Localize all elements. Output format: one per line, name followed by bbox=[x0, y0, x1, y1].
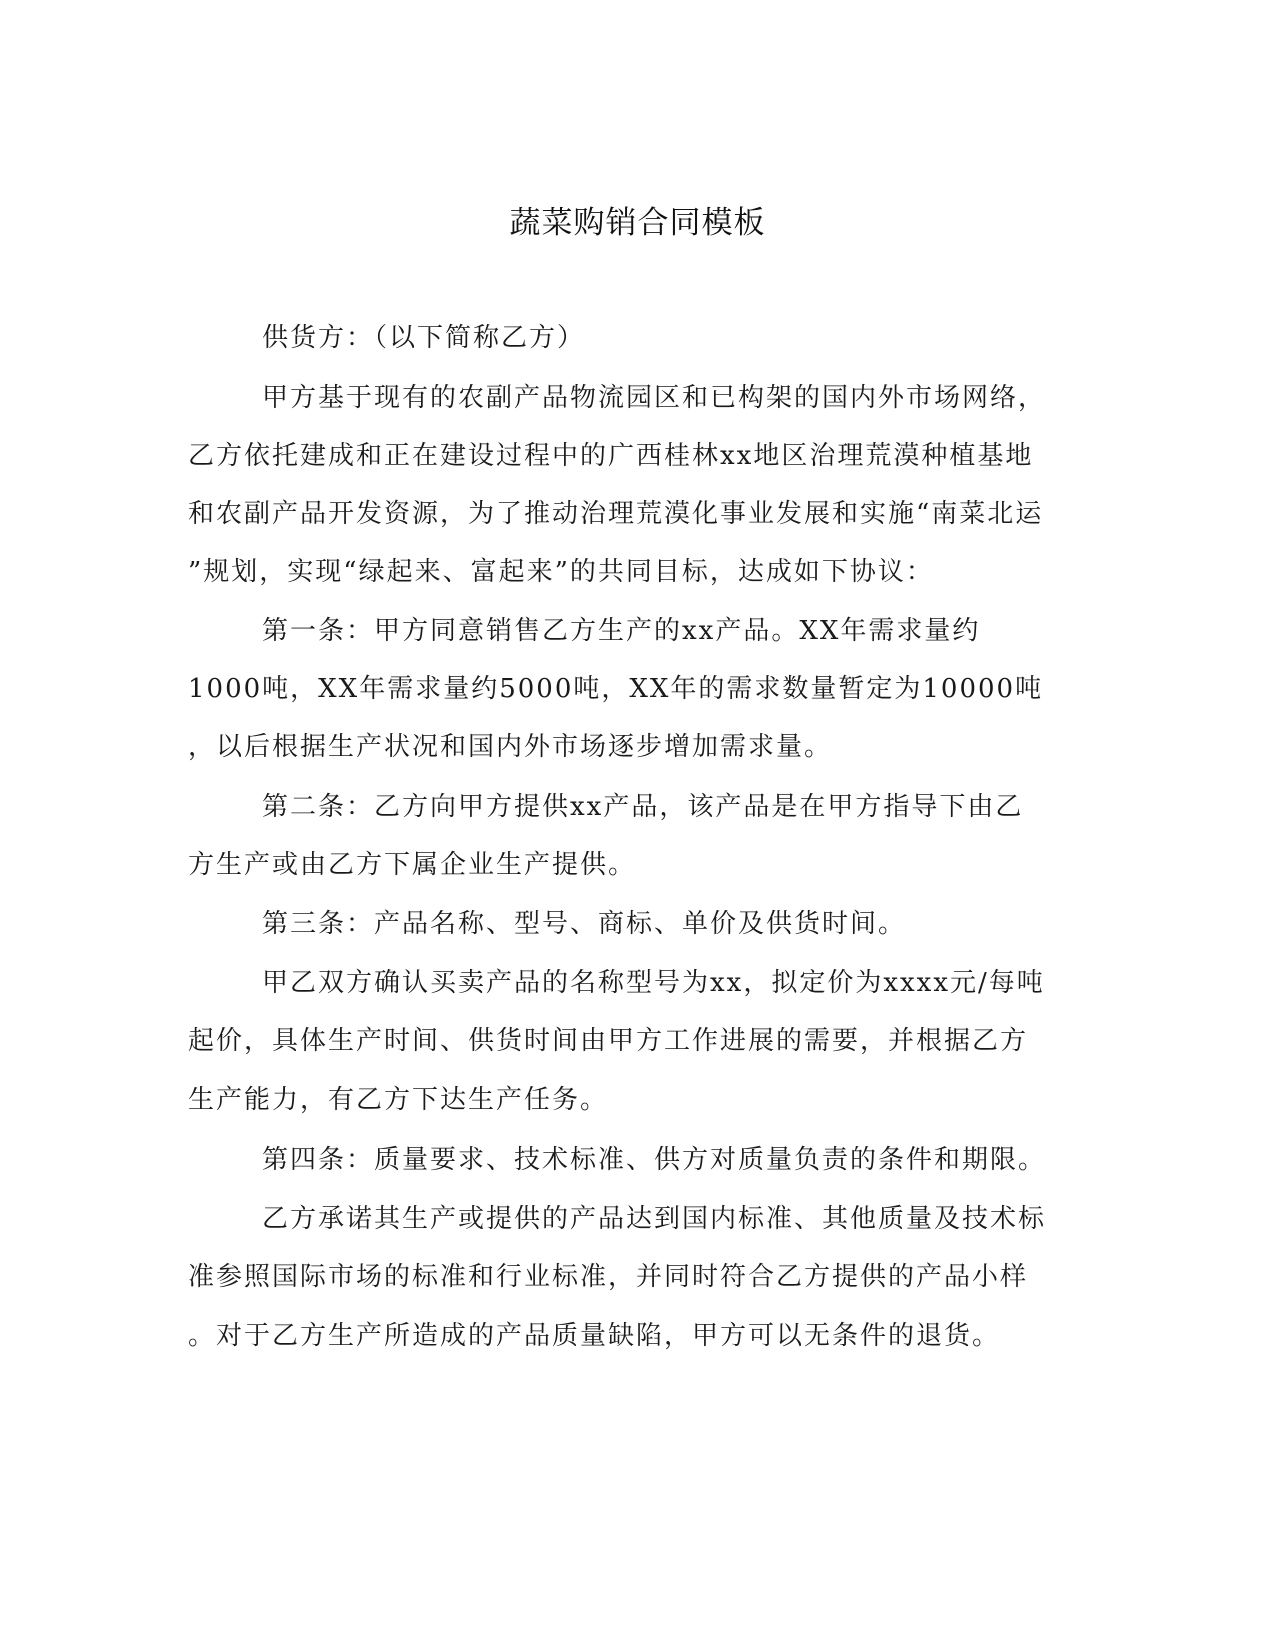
text-line: 和农副产品开发资源，为了推动治理荒漠化事业发展和实施“南菜北运 bbox=[188, 499, 1044, 529]
text-line: 起价，具体生产时间、供货时间由甲方工作进展的需要，并根据乙方 bbox=[188, 1026, 1029, 1056]
text-line: 生产能力，有乙方下达生产任务。 bbox=[188, 1085, 609, 1115]
text-line: 方生产或由乙方下属企业生产提供。 bbox=[188, 850, 637, 880]
text-line-supplier: 供货方：（以下简称乙方） bbox=[262, 323, 586, 353]
article-2-heading: 第二条：乙方向甲方提供xx产品，该产品是在甲方指导下由乙 bbox=[262, 792, 1024, 822]
text-line: 乙方依托建成和正在建设过程中的广西桂林xx地区治理荒漠种植基地 bbox=[188, 441, 1034, 471]
text-line: 准参照国际市场的标准和行业标准，并同时符合乙方提供的产品小样 bbox=[188, 1262, 1029, 1292]
text-line: 甲方基于现有的农副产品物流园区和已构架的国内外市场网络， bbox=[262, 383, 1047, 413]
text-line: 甲乙双方确认买卖产品的名称型号为xx，拟定价为xxxx元/每吨 bbox=[262, 968, 1045, 998]
text-line: 。对于乙方生产所造成的产品质量缺陷，甲方可以无条件的退货。 bbox=[188, 1321, 1001, 1351]
text-line: 1000吨，XX年需求量约5000吨，XX年的需求数量暂定为10000吨 bbox=[188, 674, 1044, 704]
text-line: 乙方承诺其生产或提供的产品达到国内标准、其他质量及技术标 bbox=[262, 1204, 1047, 1234]
document-title: 蔬菜购销合同模板 bbox=[509, 205, 766, 241]
article-4-heading: 第四条：质量要求、技术标准、供方对质量负责的条件和期限。 bbox=[262, 1145, 1047, 1175]
article-1-heading: 第一条：甲方同意销售乙方生产的xx产品。XX年需求量约 bbox=[262, 616, 981, 646]
text-line: ，以后根据生产状况和国内外市场逐步增加需求量。 bbox=[188, 732, 833, 762]
text-line: ”规划，实现“绿起来、富起来”的共同目标，达成如下协议： bbox=[188, 557, 934, 587]
article-3-heading: 第三条：产品名称、型号、商标、单价及供货时间。 bbox=[262, 909, 907, 939]
